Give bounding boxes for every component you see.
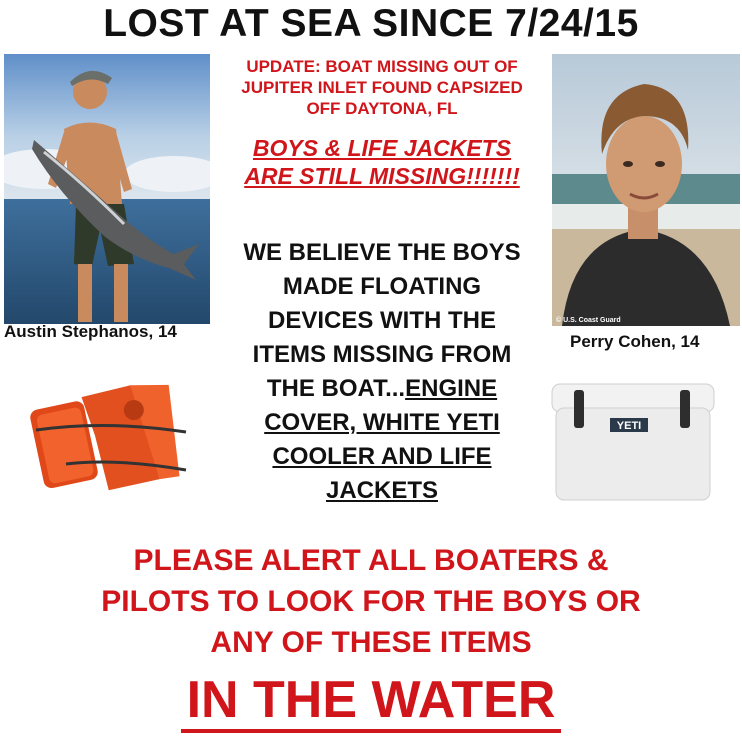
person-fishing-photo	[4, 54, 210, 324]
cooler-image	[548, 378, 718, 506]
life-jackets-image	[26, 370, 196, 500]
belief-line: WE BELIEVE THE BOYS	[243, 239, 521, 266]
alert-line: PILOTS TO LOOK FOR THE BOYS OR	[101, 585, 641, 618]
final-line: IN THE WATER	[181, 671, 562, 733]
photo-credit: © U.S. Coast Guard	[556, 317, 621, 324]
missing-text	[206, 134, 558, 190]
belief-underlined: ENGINE	[405, 375, 498, 402]
missing-line: ARE STILL MISSING!!!!!!!	[244, 163, 520, 189]
belief-underlined: COOLER AND LIFE	[272, 443, 492, 470]
update-line: UPDATE: BOAT MISSING OUT OF	[246, 57, 518, 76]
missing-line: BOYS & LIFE JACKETS	[252, 135, 512, 161]
final-callout	[0, 670, 742, 730]
update-text	[206, 56, 558, 119]
left-caption: Austin Stephanos, 14	[4, 322, 177, 341]
belief-underlined: JACKETS	[325, 477, 439, 504]
boy-portrait-photo	[552, 54, 740, 326]
update-line: JUPITER INLET FOUND CAPSIZED	[241, 78, 523, 97]
cooler-brand: YETI	[616, 420, 642, 432]
belief-line: MADE FLOATING	[282, 273, 482, 300]
belief-line: THE BOAT...	[266, 375, 406, 402]
alert-line: PLEASE ALERT ALL BOATERS &	[133, 544, 609, 577]
alert-line: ANY OF THESE ITEMS	[210, 626, 532, 659]
update-line: OFF DAYTONA, FL	[306, 99, 458, 118]
belief-line: ITEMS MISSING FROM	[252, 341, 512, 368]
belief-paragraph	[206, 236, 558, 508]
alert-text	[0, 540, 742, 663]
poster-title: LOST AT SEA SINCE 7/24/15	[103, 2, 639, 45]
belief-line: DEVICES WITH THE	[267, 307, 496, 334]
right-caption: Perry Cohen, 14	[570, 332, 700, 351]
belief-underlined: COVER, WHITE YETI	[264, 409, 500, 436]
